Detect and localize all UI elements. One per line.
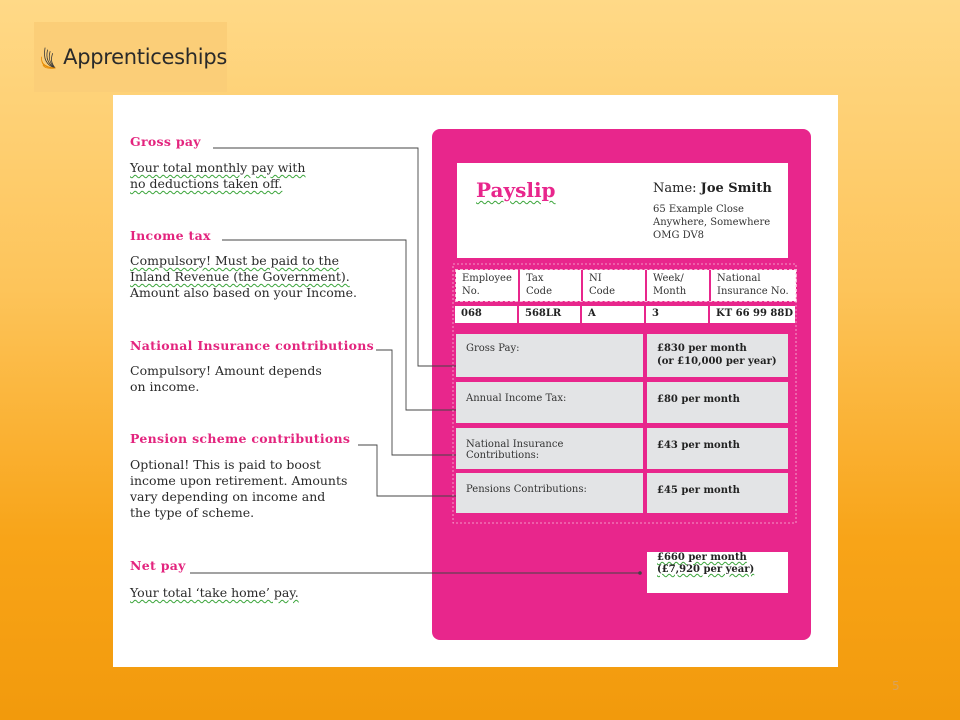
payslip-header-row (455, 269, 797, 302)
header-employee-no: Employee No. (456, 270, 520, 301)
pension-description: Optional! This is paid to boost income upon retirement. Amounts vary depending on income and the type of scheme. (130, 457, 348, 520)
ni-row-label: National Insurance Contributions: (456, 428, 643, 469)
ni-amount: £43 per month (647, 428, 788, 469)
value-ni-number: KT 66 99 88D (710, 306, 795, 323)
income-tax-label: Income tax (130, 228, 211, 243)
employee-address: 65 Example Close Anywhere, Somewhere OMG DV8 (653, 204, 771, 241)
pension-amount: £45 per month (647, 473, 788, 513)
net-pay-description: Your total ‘take home’ pay. (130, 585, 299, 600)
net-pay-amount: £660 per month (£7,920 per year) (647, 552, 788, 593)
header-week-month: Week/ Month (647, 270, 711, 301)
income-tax-description: Compulsory! Must be paid to the Inland Revenue (the Government). Amount also based on your Income. (130, 253, 357, 300)
apprenticeships-logo (34, 22, 227, 92)
payslip-values-row (455, 306, 795, 323)
ni-contributions-label: National Insurance contributions (130, 338, 374, 353)
page-number: 5 (892, 679, 900, 693)
value-week-month: 3 (646, 306, 710, 323)
net-pay-label: Net pay (130, 558, 186, 573)
value-employee-no: 068 (455, 306, 519, 323)
income-tax-amount: £80 per month (647, 382, 788, 423)
gross-pay-amount: £830 per month (or £10,000 per year) (647, 334, 788, 377)
payslip-title: Payslip (476, 178, 556, 202)
gross-pay-row-label: Gross Pay: (456, 334, 643, 377)
gross-pay-description: Your total monthly pay with no deductions taken off. (130, 160, 306, 191)
ni-contributions-description: Compulsory! Amount depends on income. (130, 363, 322, 394)
header-ni-number: National Insurance No. (711, 270, 796, 301)
pension-label: Pension scheme contributions (130, 431, 351, 446)
value-tax-code: 568LR (519, 306, 582, 323)
header-tax-code: Tax Code (520, 270, 583, 301)
employee-name: Name: Joe Smith (653, 181, 772, 196)
value-ni-code: A (582, 306, 646, 323)
pension-row-label: Pensions Contributions: (456, 473, 643, 513)
gross-pay-label: Gross pay (130, 134, 201, 149)
income-tax-row-label: Annual Income Tax: (456, 382, 643, 423)
swirl-logo-icon (40, 31, 59, 83)
logo-text: Apprenticeships (63, 45, 227, 69)
header-ni-code: NI Code (583, 270, 647, 301)
